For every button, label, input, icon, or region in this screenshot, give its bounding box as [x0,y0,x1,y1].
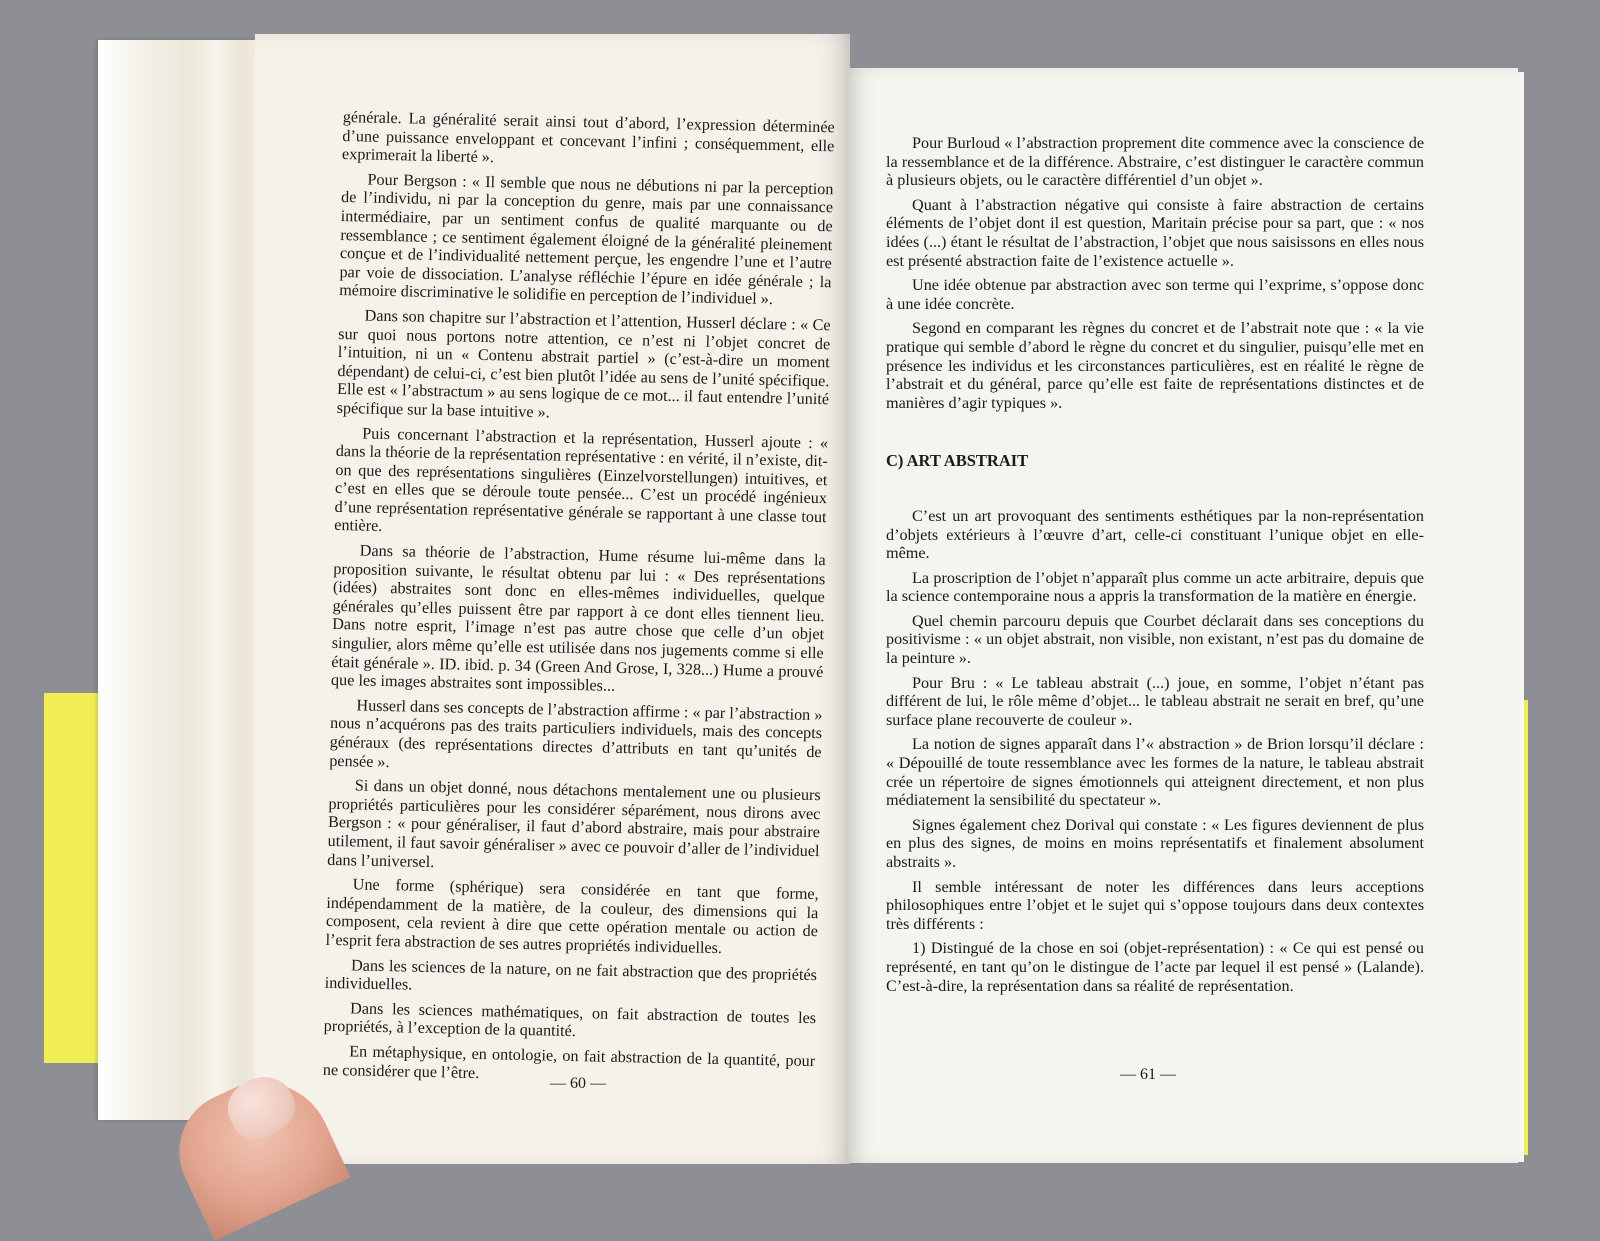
left-paragraph: Une forme (sphérique) sera considérée en tant que forme, indépendamment de la matière, de la couleur, des dimensions qui la composent, cela revient à dire que cette opération mentale ou action de l’esprit fera abstraction de ses autres propriétés individuelles. [325,875,819,958]
left-paragraph: Pour Bergson : « Il semble que nous ne débutions ni par la perception de l’individu, ni par la conception du genre, mais par une connaissance intermédiaire, par un sentiment confus de qualité marquante ou de ressemblance ; ce sentiment également éloigné de la généralité pleinement conçue et de l’individualité nettement perçue, les engendre l’une et l’autre par voie de dissociation. L’analyse réfléchie l’épure en idée générale ; la mémoire discriminative le solidifie en perception de l’individuel ». [338,170,834,309]
left-paragraph: Puis concernant l’abstraction et la représentation, Husserl ajoute : « dans la théorie de la représentation représentative : en vérité, il n’existe, dit-on que des représentations singulières (Einzelvorstellungen) intuitives, et c’est en elles que se déroule toute pensée... C’est un procédé ingénieux d’une représentation représentative générale se rapportant à une classe tout entière. [334,423,829,536]
left-paragraph: Dans les sciences mathématiques, on fait abstraction de toutes les propriétés, à l’exception de la quantité. [323,999,817,1041]
right-paragraph: La notion de signes apparaît dans l’« abstraction » de Brion lorsqu’il déclare : « Dépouillé de toute ressemblance avec les formes de la nature, le tableau abstrait crée un répertoire de signes émotionnels qui atteignent directement, et non plus médiatement la sensibilité du spectateur ». [886,735,1424,810]
right-paragraph: Quel chemin parcouru depuis que Courbet déclarait dans ses conceptions du positivisme : « un objet abstrait, non visible, non existant, n’est pas du domaine de la peinture ». [886,611,1424,668]
left-paragraph: générale. La généralité serait ainsi tout d’abord, l’expression déterminée d’une puissance enveloppant et concevant l’infini ; conséquemment, elle exprimerait la liberté ». [341,108,835,167]
left-paragraph: Dans son chapitre sur l’abstraction et l’attention, Husserl déclare : « Ce sur quoi nous portons notre attention, ce n’est ni l’objet concret de l’intuition, ni un « Contenu abstrait partiel » (c’est-à-dire un moment dépendant) de celui-ci, c’est bien plutôt l’idée au sens de l’unité spécifique. Elle est « l’abstractum » au sens logique de ce mot... il faut entendre l’unité spécifique sur la base intuitive ». [336,306,831,422]
left-paragraph: En métaphysique, en ontologie, on fait abstraction de la quantité, pour ne considérer que l’être. [322,1042,816,1082]
left-page-number: — 60 — [550,1075,606,1092]
right-paragraph: 1) Distingué de la chose en soi (objet-représentation) : « Ce qui est pensé ou représenté, en tant qu’on le distingue de l’acte par lequel il est pensé » (Lalande). C’est-à-dire, la représentation dans sa réalité de représentation. [886,939,1424,995]
left-page-text [323,108,835,1095]
right-paragraph: C’est un art provoquant des sentiments esthétiques par la non-représentation d’objets extérieurs à l’œuvre d’art, celle-ci constituant l’unique objet en elle-même. [886,506,1424,563]
left-paragraph: Dans les sciences de la nature, on ne fait abstraction que des propriétés individuelles. [324,955,818,994]
left-paragraph: Dans sa théorie de l’abstraction, Hume résume lui-même dans la proposition suivante, le résultat obtenu par lui : « Des représentations (idées) abstraites sont donc en elles-mêmes individuelles, quelque générales qu’elles puissent être par rapport à ce dont elles tiennent lieu. Dans notre esprit, l’image n’est pas autre chose que celle d’un objet singulier, alors même qu’elle est utilisée dans nos jugements comme si elle était générale ». ID. ibid. p. 34 (Green And Grose, I, 328...) Hume a prouvé que les images abstraites sont impossibles... [330,541,826,696]
right-paragraph: Signes également chez Dorival qui constate : « Les figures deviennent de plus en plus des signes, de moins en moins représentatifs et finalement absolument abstraits ». [886,815,1424,871]
right-paragraph: Pour Bru : « Le tableau abstrait (...) joue, en somme, l’objet n’étant pas différent de lui, le rôle même d’objet... le tableau abstrait ne serait en bref, qu’une surface plane recouverte de couleur ». [886,673,1424,729]
right-page-number: — 61 — [1120,1066,1176,1083]
left-paragraph: Si dans un objet donné, nous détachons mentalement une ou plusieurs propriétés particulières pour les considérer séparément, nous dirons avec Bergson : « pour généraliser, il faut d’abord abstraire, mais pour abstraire utilement, il faut savoir généraliser » avec ce pouvoir d’aller de l’individuel dans l’universel. [327,776,821,871]
right-paragraph: Une idée obtenue par abstraction avec son terme qui l’exprime, s’oppose donc à une idée concrète. [886,276,1424,313]
section-heading: C) ART ABSTRAIT [886,451,1029,471]
right-paragraph: Segond en comparant les règnes du concret et de l’abstrait note que : « la vie pratique qui semble d’abord le règne du concret et du singulier, puisqu’elle met en présence les individus et les circonstances particulières, est en réalité le règne de l’abstrait et du général, parce qu’elle est faite de représentations distinctes et de manières d’agir typiques ». [886,319,1424,412]
left-paragraph: Husserl dans ses concepts de l’abstraction affirme : « par l’abstraction » nous n’acquérons pas des traits particuliers individuels, mais des concepts généraux (des représentations directes d’attributs en tant qu’unités de pensée ». [329,696,823,771]
right-paragraph: Il semble intéressant de noter les différences dans leurs acceptions philosophiques entre l’objet et le sujet qui s’oppose toujours dans deux contextes très différents : [886,877,1424,933]
right-paragraph: Pour Burloud « l’abstraction proprement dite commence avec la conscience de la ressemblance et de la différence. Abstraire, c’est distinguer le caractère commun à plusieurs objets, ou le caractère différentiel d’un objet ». [886,134,1424,190]
book-page-edges [98,40,268,1120]
right-paragraph: La proscription de l’objet n’apparaît plus comme un acte arbitraire, depuis que la science contemporaine nous a appris la transformation de la matière en énergie. [886,568,1424,606]
right-page-text [886,134,1424,1001]
right-paragraph: Quant à l’abstraction négative qui consiste à faire abstraction de certains éléments de l’objet dont il est question, Maritain précise pour sa part, que : « nos idées (...) étant le résultat de l’abstraction, l’objet que nous saisissons en elles nous est présenté abstraction faite de l’existence actuelle ». [886,195,1424,270]
